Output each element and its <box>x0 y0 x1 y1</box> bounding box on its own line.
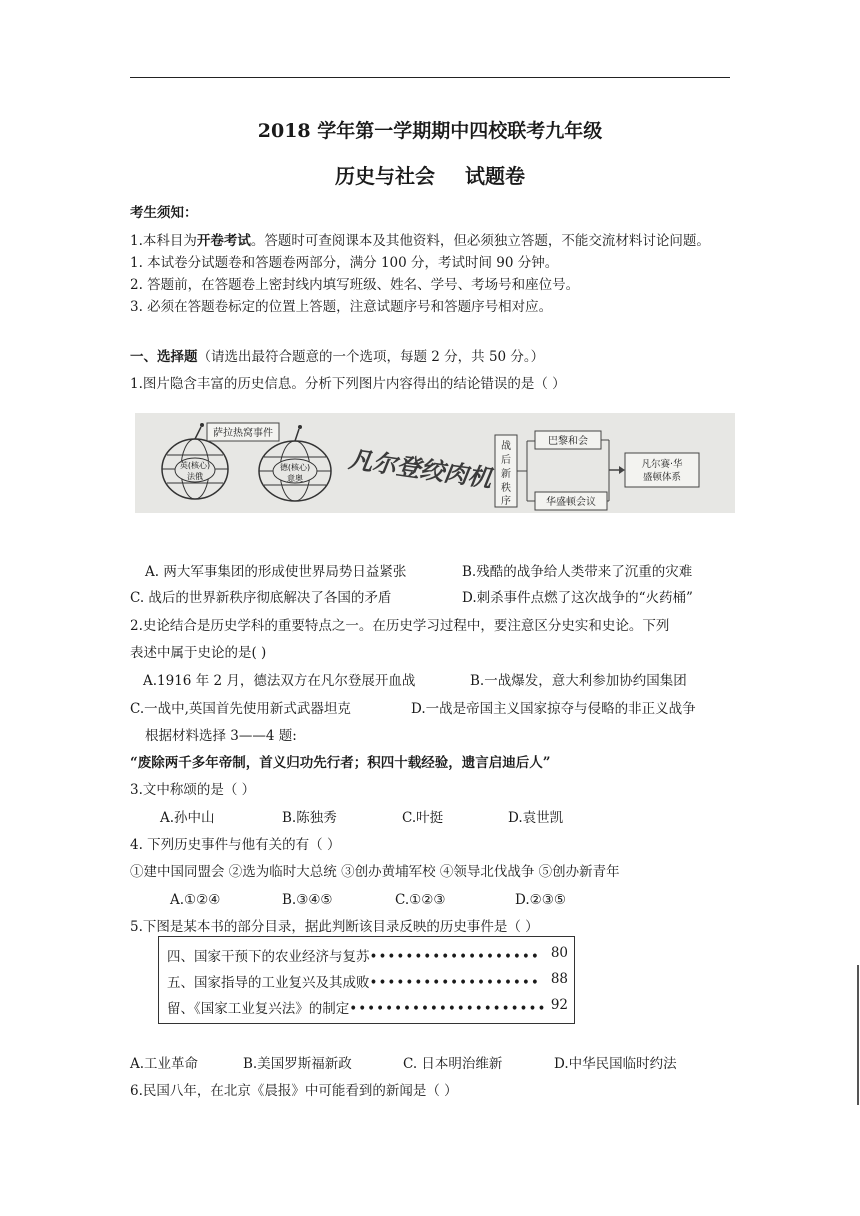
paris-label: 巴黎和会 <box>548 436 588 447</box>
svg-text:秩: 秩 <box>501 483 511 494</box>
q1-image <box>135 413 735 513</box>
washington-label: 华盛顿会议 <box>546 497 596 508</box>
section-heading-rest: （请选出最符合题意的一个选项，每题 2 分，共 50 分。） <box>197 349 545 365</box>
toc-leader: •••••••••••••••••••••• <box>349 1001 547 1017</box>
sarajevo-label: 萨拉热窝事件 <box>213 428 273 439</box>
q1-image-svg <box>135 413 735 513</box>
q1-option-a: A. 两大军事集团的形成使世界局势日益紧张 <box>145 564 407 580</box>
svg-text:凡尔赛·华: 凡尔赛·华 <box>641 459 683 470</box>
q2-stem-1: 2.史论结合是历史学科的重要特点之一。在历史学习过程中，要注意区分史实和史论。下列 <box>130 618 670 634</box>
q3-option-c: C.叶挺 <box>402 810 444 826</box>
svg-text:后: 后 <box>501 455 511 466</box>
q4-option-c: C.①②③ <box>395 892 446 908</box>
right-globe-label-2: 意奥 <box>287 474 303 483</box>
notice-item-1-post: 。答题时可查阅课本及其他资料，但必须独立答题，不能交流材料讨论问题。 <box>250 233 710 249</box>
exam-title: 2018 学年第一学期期中四校联考九年级 <box>257 120 603 142</box>
notice-item-4: 3. 必须在答题卷标定的位置上答题，注意试题序号和答题序号相对应。 <box>130 299 553 315</box>
q5-stem: 5.下图是某本书的部分目录，据此判断该目录反映的历史事件是（ ） <box>130 919 539 935</box>
toc-title: 四、国家干预下的农业经济与复苏 <box>167 949 370 965</box>
notice-item-3: 2. 答题前，在答题卷上密封线内填写班级、姓名、学号、考场号和座位号。 <box>130 277 580 293</box>
q4-option-a: A.①②④ <box>170 892 221 908</box>
toc-entry <box>167 971 540 991</box>
toc-entry <box>167 997 546 1017</box>
toc-entry <box>167 945 540 965</box>
toc-title: 留、《国家工业复兴法》的制定 <box>167 1001 350 1017</box>
exam-subtitle <box>0 160 860 189</box>
q1-option-d: D.刺杀事件点燃了这次战争的“火药桶” <box>462 590 693 606</box>
q5-option-d: D.中华民国临时约法 <box>554 1056 677 1072</box>
q3-option-d: D.袁世凯 <box>508 810 564 826</box>
q2-option-a: A.1916 年 2 月，德法双方在凡尔登展开血战 <box>143 673 416 689</box>
svg-text:战: 战 <box>501 441 511 452</box>
subject-name: 历史与社会 <box>335 164 435 188</box>
header-rule <box>130 77 730 78</box>
section-heading-bold: 一、选择题 <box>130 349 198 365</box>
svg-text:盛顿体系: 盛顿体系 <box>642 472 682 483</box>
q5-option-b: B.美国罗斯福新政 <box>243 1056 352 1072</box>
svg-text:序: 序 <box>501 496 511 507</box>
q5-option-c: C. 日本明治维新 <box>403 1056 503 1072</box>
q2-stem-2: 表述中属于史论的是( ) <box>130 645 267 661</box>
toc-page: 92 <box>550 997 568 1013</box>
section-heading <box>130 348 544 366</box>
material-intro: 根据材料选择 3——4 题: <box>145 728 297 744</box>
paper-name: 试题卷 <box>465 164 525 188</box>
q4-stem: 4. 下列历史事件与他有关的有（ ） <box>130 837 341 853</box>
q5-toc-box <box>158 936 575 1024</box>
q6-stem: 6.民国八年，在北京《晨报》中可能看到的新闻是（ ） <box>130 1083 458 1099</box>
notice-heading: 考生须知： <box>130 205 198 221</box>
q2-option-d: D.一战是帝国主义国家掠夺与侵略的非正义战争 <box>411 701 696 717</box>
notice-item-2: 1. 本试卷分试题卷和答题卷两部分，满分 100 分，考试时间 90 分钟。 <box>130 255 559 271</box>
toc-leader: ••••••••••••••••••• <box>369 975 540 991</box>
q3-option-a: A.孙中山 <box>160 810 215 826</box>
q5-option-a: A.工业革命 <box>130 1056 199 1072</box>
toc-page: 88 <box>550 971 568 987</box>
q2-option-b: B.一战爆发，意大利参加协约国集团 <box>470 673 687 689</box>
q1-option-c: C. 战后的世界新秩序彻底解决了各国的矛盾 <box>130 590 392 606</box>
left-globe-label-1: 英(核心) <box>179 461 211 470</box>
q4-items: ①建中国同盟会 ②选为临时大总统 ③创办黄埔军校 ④领导北伐战争 ⑤创办新青年 <box>130 864 620 880</box>
toc-title: 五、国家指导的工业复兴及其成败 <box>167 975 370 991</box>
q2-option-c: C.一战中,英国首先使用新式武器坦克 <box>130 701 351 717</box>
q3-stem: 3.文中称颂的是（ ） <box>130 782 256 798</box>
left-globe-label-2: 法俄 <box>187 472 203 481</box>
q1-option-b: B.残酷的战争给人类带来了沉重的灾难 <box>462 564 693 580</box>
q3-option-b: B.陈独秀 <box>282 810 337 826</box>
arrow-icon <box>619 466 625 474</box>
svg-text:新: 新 <box>501 469 511 480</box>
notice-item-1-pre: 1.本科目为 <box>130 233 197 249</box>
toc-page: 80 <box>550 945 568 961</box>
right-globe-label-1: 德(核心) <box>279 463 311 472</box>
material-quote: “废除两千多年帝制，首义归功先行者；积四十载经验，遗言启迪后人” <box>130 755 551 771</box>
page-edge-mark <box>857 965 859 1105</box>
q1-stem: 1.图片隐含丰富的历史信息。分析下列图片内容得出的结论错误的是（ ） <box>130 376 566 392</box>
notice-item-1-bold: 开卷考试 <box>196 233 251 249</box>
notice-item-1 <box>130 232 710 250</box>
q4-option-b: B.③④⑤ <box>282 892 333 908</box>
q4-option-d: D.②③⑤ <box>515 892 566 908</box>
verdun-brush-text: 凡尔登绞肉机 <box>347 445 494 493</box>
toc-leader: ••••••••••••••••••• <box>369 949 540 965</box>
